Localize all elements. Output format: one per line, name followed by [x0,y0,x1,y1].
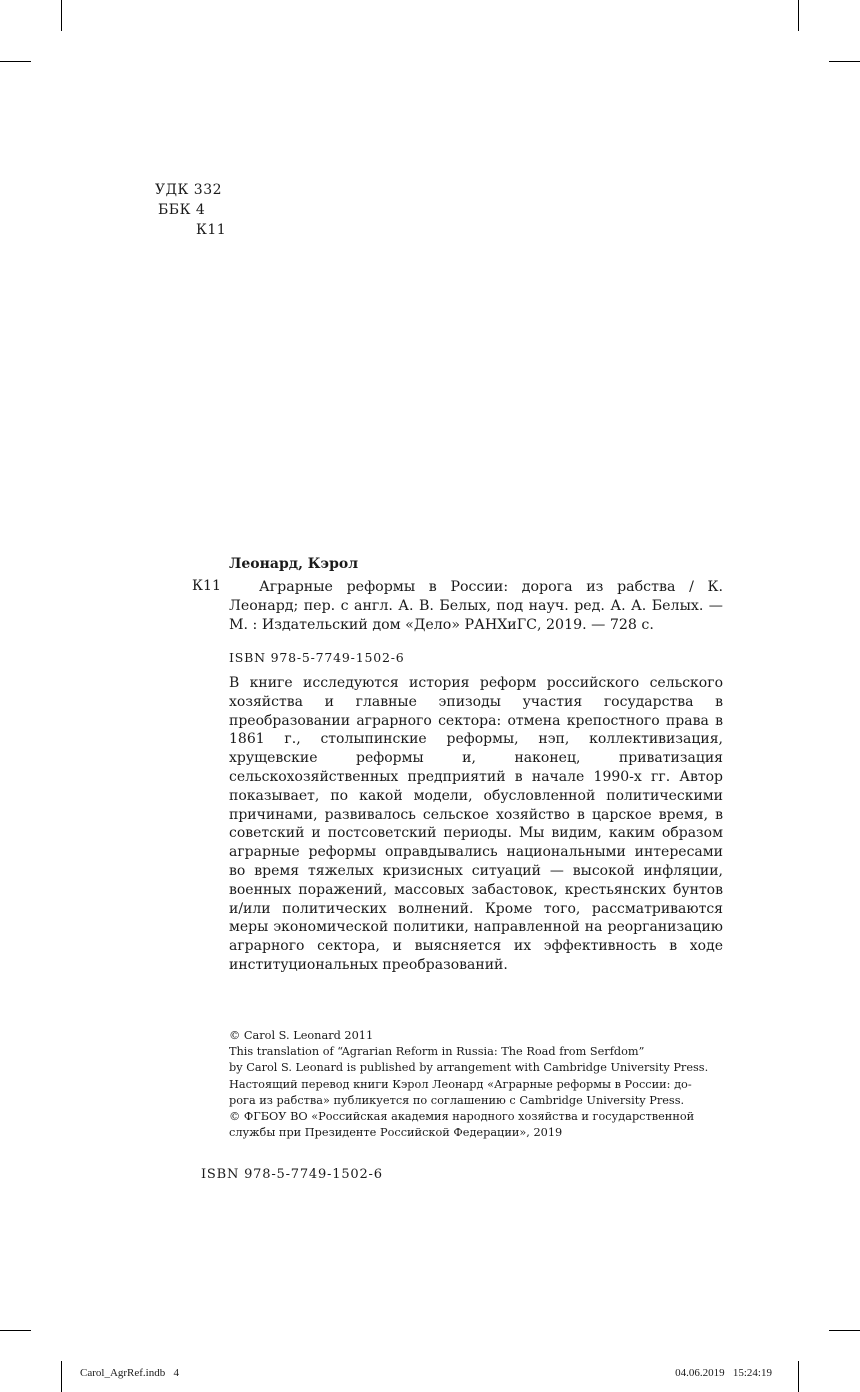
copyright-line: Настоящий перевод книги Кэрол Леонард «Аграрные реформы в России: до- [229,1077,692,1091]
copyright-line: © ФГБОУ ВО «Российская академия народного хозяйства и государственной [229,1110,695,1124]
entry-description: Аграрные реформы в России: дорога из рабства / К. Леонард; пер. с англ. А. В. Белых, под науч. ред. А. А. Белых. — М. : Издательский дом «Дело» РАНХиГС, 2019. — 728 с. [229,579,723,634]
crop-mark [829,61,860,62]
footer-timestamp: 04.06.2019 15:24:19 [675,1367,772,1379]
copyright-line: рога из рабства» публикуется по соглашению с Cambridge University Press. [229,1093,685,1107]
bbk-code: ББК 4 [158,202,206,218]
copyright-line: службы при Президенте Российской Федерации», 2019 [229,1126,563,1140]
copyright-line: © Carol S. Leonard 2011 [229,1029,374,1042]
udk-code: УДК 332 [155,182,223,198]
crop-mark [0,1330,31,1331]
crop-mark [798,1361,799,1392]
crop-mark [798,0,799,31]
author-mark: К11 [196,222,227,238]
entry-mark: К11 [192,578,222,594]
abstract-text: В книге исследуются история реформ российского сельского хозяйства и главные эпизоды участия государства в преобразовании аграрного сектора: отмена крепостного права в 1861 г., столыпинские реформы, нэп, коллективизация, хрущевские реформы и, наконец, приватизация сельскохозяйственных предприятий в начале 1990-х гг. Автор показывает, по какой модели, обусловленной политическими причинами, развивалось сельское хозяйство в царское время, в советский и постсоветский периоды. Мы видим, каким образом аграрные реформы оправдывались национальными интересами во время тяжелых кризисных ситуаций — высокой инфляции, военных поражений, массовых забастовок, крестьянских бунтов и/или политических волнений. Кроме того, рассматриваются меры экономической политики, направленной на реорганизацию аграрного сектора, и выясняется их эффективность в ходе институциональных преобразований. [229,675,723,973]
abstract [229,674,723,975]
crop-mark [61,0,62,31]
copyright-line: This translation of “Agrarian Reform in Russia: The Road from Serfdom” [229,1045,645,1059]
crop-mark [829,1330,860,1331]
crop-mark [0,61,31,62]
entry-isbn: ISBN 978-5-7749-1502-6 [229,650,405,665]
footer-filename: Carol_AgrRef.indb 4 [80,1367,179,1379]
crop-mark [61,1361,62,1392]
entry-description-block [229,578,723,636]
copyright-block [229,1028,723,1141]
copyright-line: by Carol S. Leonard is published by arrangement with Cambridge University Press. [229,1061,709,1075]
entry-author: Леонард, Кэрол [229,556,359,572]
bottom-isbn: ISBN 978-5-7749-1502-6 [201,1167,383,1182]
